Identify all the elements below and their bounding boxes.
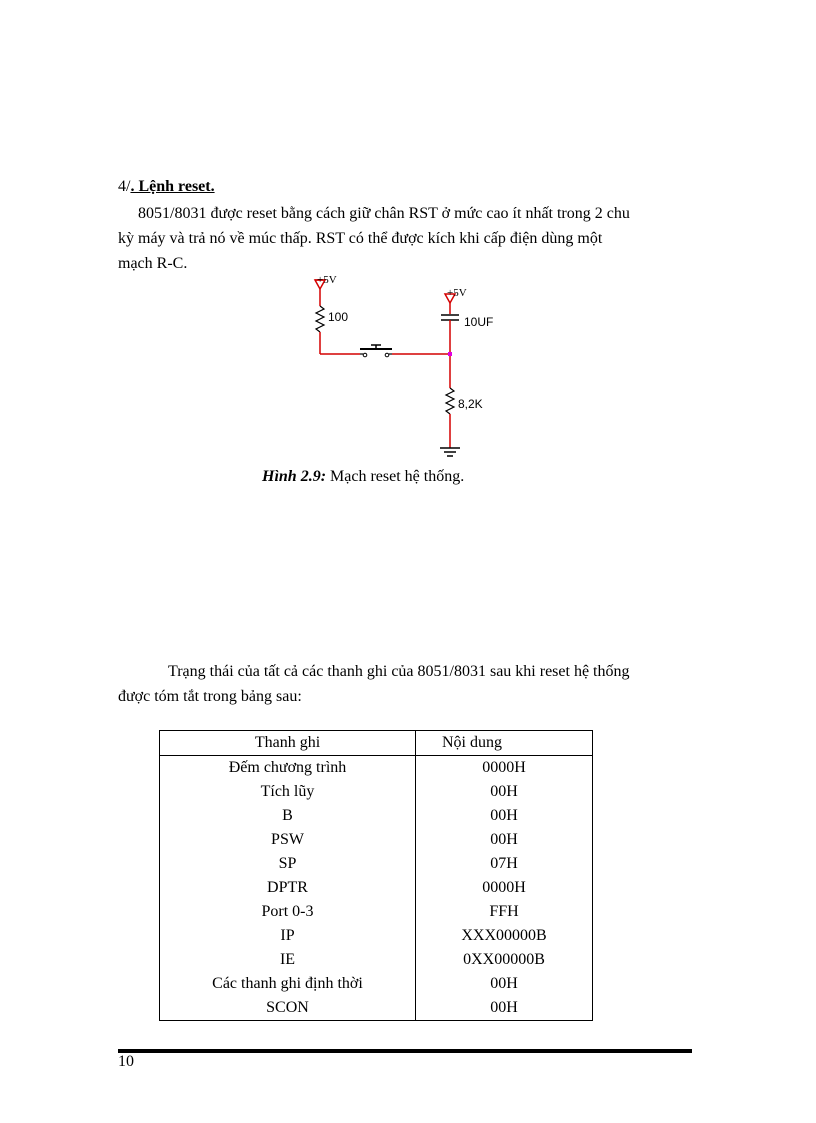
push-button-switch-icon [360,345,392,357]
register-value: 0XX00000B [463,951,545,968]
figure-caption-text: Mạch reset hệ thống. [326,468,465,485]
resistor-bottom-label: 8,2K [458,397,483,411]
page-number: 10 [118,1053,134,1070]
figure-label: Hình 2.9: [262,468,327,485]
table-row [160,756,593,781]
register-value: FFH [489,903,519,920]
table-row [160,996,593,1021]
table-row [160,780,593,804]
resistor-100-icon [316,306,324,332]
register-name: PSW [160,828,416,852]
intro-line: 8051/8031 được reset bằng cách giữ chân RST ở mức cao ít nhất trong 2 chu [138,205,630,222]
ground-icon [440,448,460,456]
register-value: XXX00000B [461,927,547,944]
table-header-row [160,731,593,756]
junction-node [448,352,452,356]
section-heading [118,178,215,196]
intro-line: mạch R-C. [118,255,188,272]
table-row [160,924,593,948]
register-value: 07H [490,855,518,872]
register-name: SCON [160,996,416,1021]
register-value: 00H [490,975,518,992]
register-name: SP [160,852,416,876]
register-value: 00H [490,807,518,824]
table-row [160,852,593,876]
register-value: 00H [490,999,518,1016]
vcc-left-label: +5V [317,274,337,286]
resistor-top-label: 100 [328,310,349,324]
capacitor-icon [441,315,459,320]
header-register: Thanh ghi [160,731,416,756]
register-value: 0000H [482,879,526,896]
table-row [160,804,593,828]
register-name: Port 0-3 [160,900,416,924]
register-name: IE [160,948,416,972]
vcc-right-label: +5V [447,287,467,299]
register-name: Các thanh ghi định thời [160,972,416,996]
footer-rule [118,1049,692,1053]
capacitor-label: 10UF [464,315,494,329]
register-name: Tích lũy [160,780,416,804]
figure-caption [262,468,464,486]
intro-line: kỳ máy và trả nó về múc thấp. RST có thể được kích khi cấp điện dùng một [118,230,603,247]
register-value: 00H [490,783,518,800]
section-title: . Lệnh reset. [130,178,215,195]
register-value: 0000H [482,759,526,776]
resistor-8k2-icon [446,388,454,414]
register-name: IP [160,924,416,948]
register-name: B [160,804,416,828]
register-value: 00H [490,831,518,848]
summary-line: được tóm tắt trong bảng sau: [118,688,302,705]
intro-paragraph [118,201,698,276]
table-row [160,948,593,972]
summary-line: Trạng thái của tất cả các thanh ghi của 8051/8031 sau khi reset hệ thống [168,663,630,680]
table-row [160,876,593,900]
register-reset-table [159,730,593,1021]
section-number: 4/ [118,178,131,195]
table-row [160,900,593,924]
table-row [160,828,593,852]
register-name: DPTR [160,876,416,900]
reset-circuit-diagram [300,272,520,466]
table-row [160,972,593,996]
summary-paragraph [118,659,708,709]
header-content: Nội dung [416,731,593,756]
register-name: Đếm chương trình [160,756,416,781]
